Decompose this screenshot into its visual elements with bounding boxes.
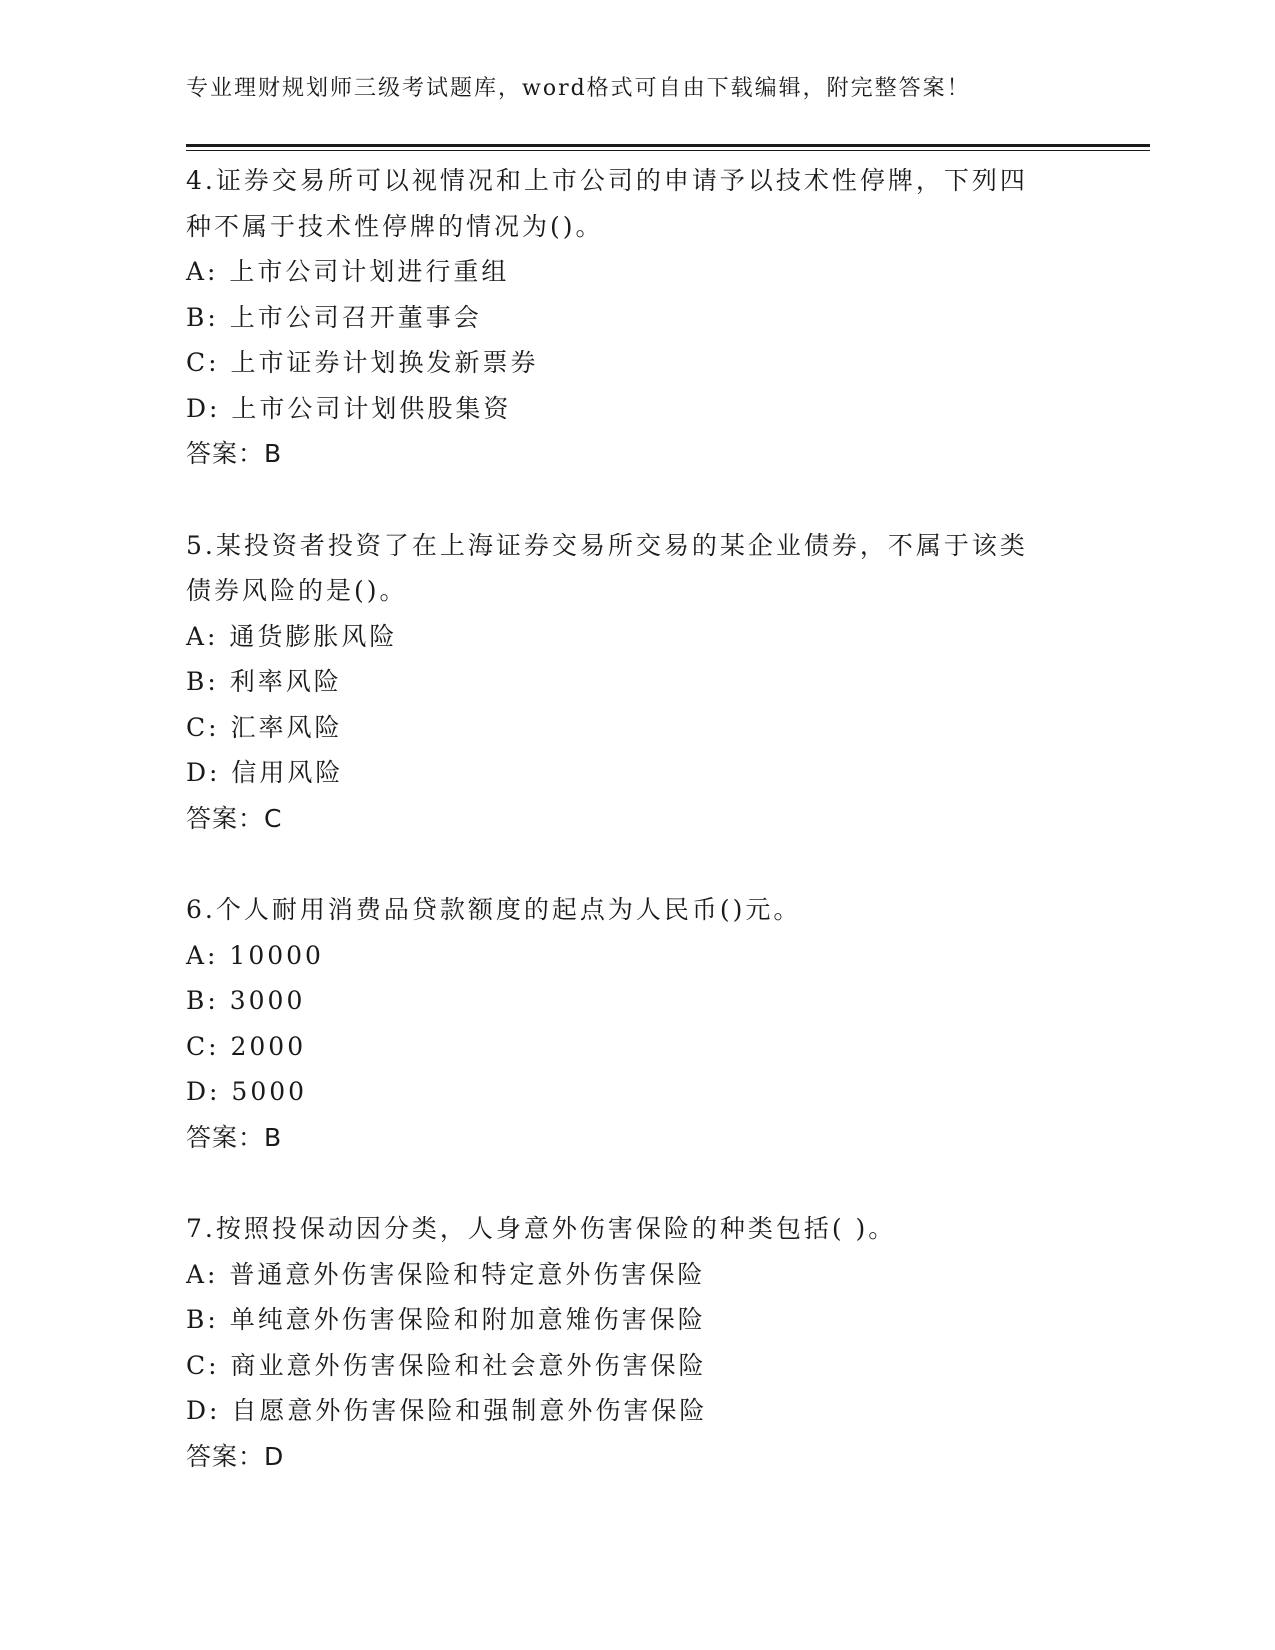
answer-label: 答案：: [186, 1441, 265, 1471]
answer-line: [186, 1434, 1086, 1480]
option-d: D: 信用风险: [186, 758, 344, 787]
option-d: D: 上市公司计划供股集资: [186, 393, 512, 423]
question-text-line: 5.某投资者投资了在上海证券交易所交易的某企业债券，不属于该类: [186, 530, 1028, 560]
answer-line: [186, 431, 1086, 477]
header-rule-thin: [186, 150, 1150, 151]
answer-value: B: [264, 439, 283, 468]
question-text-line: 7.按照投保动因分类，人身意外伤害保险的种类包括( )。: [186, 1214, 897, 1243]
question-text-line: 6.个人耐用消费品贷款额度的起点为人民币()元。: [186, 895, 802, 924]
option-c: C: 汇率风险: [186, 712, 343, 742]
question-text-line: 种不属于技术性停牌的情况为()。: [186, 211, 604, 241]
option-d: D: 5000: [186, 1077, 308, 1106]
option-b: B: 利率风险: [186, 667, 342, 696]
option-c: C: 2000: [186, 1031, 307, 1061]
question-list: [186, 158, 1086, 1525]
option-b: B: 单纯意外伤害保险和附加意雉伤害保险: [186, 1305, 706, 1334]
question-4: [186, 158, 1086, 477]
option-a: A: 通货膨胀风险: [186, 621, 398, 651]
option-a: A: 上市公司计划进行重组: [186, 257, 510, 286]
option-a: A: 10000: [186, 940, 324, 970]
option-c: C: 上市证券计划换发新票券: [186, 348, 539, 377]
question-6: [186, 887, 1086, 1160]
question-text-line: 债券风险的是()。: [186, 576, 408, 605]
answer-value: D: [264, 1441, 285, 1471]
option-d: D: 自愿意外伤害保险和强制意外伤害保险: [186, 1396, 708, 1425]
answer-label: 答案：: [186, 439, 265, 468]
header-rule-thick: [186, 144, 1150, 147]
question-5: [186, 523, 1086, 842]
option-c: C: 商业意外伤害保险和社会意外伤害保险: [186, 1350, 707, 1380]
answer-line: [186, 1115, 1086, 1161]
option-a: A: 普通意外伤害保险和特定意外伤害保险: [186, 1259, 706, 1289]
answer-value: C: [264, 803, 283, 833]
answer-line: [186, 796, 1086, 842]
option-b: B: 3000: [186, 986, 306, 1015]
answer-label: 答案：: [186, 803, 265, 833]
question-text-line: 4.证券交易所可以视情况和上市公司的申请予以技术性停牌，下列四: [186, 166, 1028, 195]
answer-value: B: [264, 1122, 283, 1152]
question-7: [186, 1206, 1086, 1479]
answer-label: 答案：: [186, 1122, 265, 1152]
option-b: B: 上市公司召开董事会: [186, 302, 482, 332]
page-header: 专业理财规划师三级考试题库，word格式可自由下载编辑，附完整答案！: [186, 76, 971, 101]
